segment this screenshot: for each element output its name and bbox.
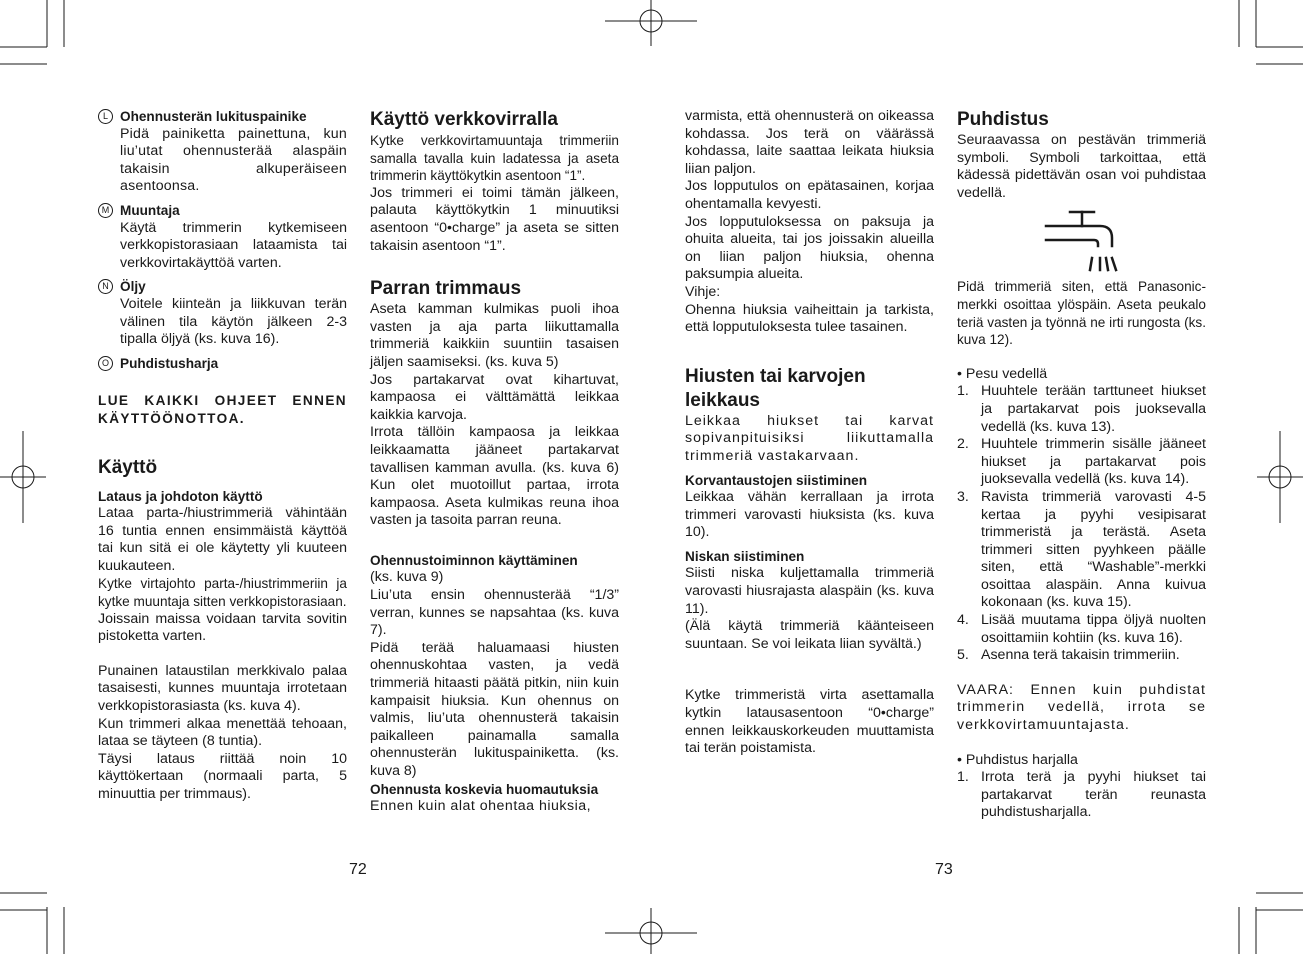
list-item-text: Lisää muutama tippa öljyä nuolten osoittamiin kohtiin (ks. kuva 16). xyxy=(981,612,1206,646)
marker-l: L xyxy=(98,109,113,124)
part-title: Ohennusterän lukituspainike xyxy=(120,109,307,124)
part-title: Puhdistusharja xyxy=(120,355,219,371)
faucet-with-water-icon xyxy=(1042,208,1122,274)
left-page-column-1 xyxy=(98,108,347,804)
sub-heading: Ohennustoiminnon käyttäminen xyxy=(370,552,578,568)
paragraph: Liu’uta ensin ohennusterää “1/3” verran, kunnes se napsahtaa (ks. kuva 7). xyxy=(370,587,619,639)
list-item xyxy=(957,489,1206,612)
list-item-number: 2. xyxy=(957,436,969,453)
paragraph: Ennen kuin alat ohentaa hiuksia, xyxy=(370,798,592,815)
list-item xyxy=(957,647,1206,665)
section-heading: Käyttö verkkovirralla xyxy=(370,109,558,130)
numbered-list xyxy=(957,769,1206,822)
tip-label: Vihje: xyxy=(685,283,721,300)
section-heading: Hiusten tai karvojen leikkaus xyxy=(685,365,866,411)
list-item-number: 3. xyxy=(957,488,969,505)
list-item xyxy=(957,436,1206,489)
list-item-text: Irrota terä ja pyyhi hiukset tai partakarvat terän reunasta puhdistusharjalla. xyxy=(981,769,1206,821)
section-heading: Parran trimmaus xyxy=(370,278,522,300)
list-item xyxy=(957,769,1206,822)
paragraph: (ks. kuva 9) xyxy=(370,569,444,586)
right-page-column-4 xyxy=(957,108,1206,822)
marker-n: N xyxy=(98,279,113,294)
part-item-n xyxy=(98,278,347,348)
sub-heading: Ohennusta koskevia huomautuksia xyxy=(370,781,599,797)
list-item-number: 1. xyxy=(957,383,969,400)
marker-m: M xyxy=(98,203,113,218)
part-title: Öljy xyxy=(120,279,146,295)
list-item-text: Asenna terä takaisin trimmeriin. xyxy=(981,647,1180,664)
paragraph: Kytke trimmeristä virta asettamalla kytkin latausasentoon “0•charge” ennen leikkauskorkeuden muuttamista tai terän poistamista. xyxy=(685,687,934,757)
paragraph: Ohenna hiuksia vaiheittain ja tarkista, että lopputuloksesta tulee tasainen. xyxy=(685,301,934,336)
paragraph: Lataa parta-/hiustrimmeriä vähintään 16 tuntia ennen ensimmäistä käyttöä tai kun sitä ei ole käytetty yli kuuteen kuukauteen. xyxy=(98,505,347,574)
list-item-text: Huuhtele terään tarttuneet hiukset ja partakarvat pois juoksevalla vedellä (ks. kuva 13). xyxy=(981,383,1206,435)
page-number-left: 72 xyxy=(349,861,367,878)
paragraph: Leikkaa vähän kerrallaan ja irrota trimmeri varovasti hiuksista (ks. kuva 10). xyxy=(685,489,934,541)
paragraph: Jos lopputuloksessa on paksuja ja ohuita alueita, tai jos joissakin alueilla on liian paljon hiuksia, ohenna paksumpia alueita. xyxy=(685,213,934,283)
paragraph: Siisti niska kuljettamalla trimmeriä varovasti hiusrajasta alaspäin (ks. kuva 11). xyxy=(685,565,934,617)
list-item-number: 1. xyxy=(957,769,969,786)
section-heading: Käyttö xyxy=(98,456,158,478)
paragraph: Pidä terää haluamaasi hiusten ohennuskohtaa vasten, ja vedä trimmeriä hitaasti päätä pitkin, niin kuin kampaisit hiuksia. Kun ohennus on valmis, liu’uta ohennusterä takaisin paikalleen painamalla samalla ohennusterän lukituspainiketta. (ks. kuva 8) xyxy=(370,639,619,779)
list-item-number: 5. xyxy=(957,647,969,664)
part-item-l xyxy=(98,108,347,196)
paragraph: Joissain maissa voidaan tarvita sovitin pistoketta varten. xyxy=(98,610,347,645)
paragraph: Jos partakarvat ovat kihartuvat, kampaosa ei välttämättä leikkaa kaikkia karvoja. xyxy=(370,371,619,423)
paragraph: Jos lopputulos on epätasainen, korjaa ohentamalla kevyesti. xyxy=(685,178,934,212)
list-item-text: Ravista trimmeriä varovasti 4-5 kertaa ja pyyhi vesipisarat trimmeristä ja terästä. Aseta trimmeri sitten pyyhkeen päälle siten, että “Washable”-merkki osoittaa alaspäin. Anna kuivua kokonaan (ks. kuva 15). xyxy=(981,488,1206,611)
list-item xyxy=(957,383,1206,436)
paragraph: Irrota tällöin kampaosa ja leikkaa leikkaamatta jääneet partakarvat tavallisen kamman avulla. (ks. kuva 6) Kun olet muotoillut partaa, irrota kampaosa. Aseta kulmikas reuna ihoa vasten ja tasoita parran reuna. xyxy=(370,424,619,529)
sub-heading: Korvantaustojen siistiminen xyxy=(685,472,868,488)
bullet-heading: • Pesu vedellä xyxy=(957,365,1048,382)
part-title: Muuntaja xyxy=(120,202,180,218)
list-item xyxy=(957,612,1206,647)
sub-heading: Lataus ja johdoton käyttö xyxy=(98,488,263,504)
part-description: Pidä painiketta painettuna, kun liu’utat ohennusterää alaspäin takaisin alkuperäiseen asentoonsa. xyxy=(120,125,347,195)
bullet-heading: • Puhdistus harjalla xyxy=(957,751,1078,768)
right-page-column-3 xyxy=(685,108,934,758)
paragraph: varmista, että ohennusterä on oikeassa kohdassa. Jos terä on väärässä kohdassa, laite saattaa leikata hiuksia liian paljon. xyxy=(685,108,934,177)
paragraph: Kun trimmeri alkaa menettää tehoaan, lataa se täyteen (8 tuntia). xyxy=(98,715,347,750)
danger-warning: VAARA: Ennen kuin puhdistat trimmerin vedellä, irrota se verkkovirtamuuntajasta. xyxy=(957,681,1206,734)
numbered-list xyxy=(957,383,1206,665)
paragraph: Leikkaa hiukset tai karvat sopivanpituisiksi liikuttamalla trimmeriä vastakarvaan. xyxy=(685,412,934,464)
sub-heading: Niskan siistiminen xyxy=(685,548,805,564)
section-heading: Puhdistus xyxy=(957,109,1049,130)
marker-o: O xyxy=(98,356,113,371)
list-item-number: 4. xyxy=(957,612,969,629)
page-number-right: 73 xyxy=(935,861,953,878)
paragraph: Pidä trimmeriä siten, että Panasonic-merkki osoittaa ylöspäin. Aseta peukalo teriä vasten ja työnnä ne irti rungosta (ks. kuva 12). xyxy=(957,279,1206,348)
paragraph: Kytke virtajohto parta-/hiustrimmeriin ja kytke muuntaja sitten verkkopistorasiaan. xyxy=(98,576,347,610)
paragraph: Aseta kamman kulmikas puoli ihoa vasten ja aja parta liikuttamalla trimmeriä kaikkiin suuntiin tasaisen jäljen saamiseksi. (ks. kuva 5) xyxy=(370,301,619,370)
paragraph: Punainen lataustilan merkkivalo palaa tasaisesti, kunnes muuntaja irrotetaan verkkopistorasiasta (ks. kuva 4). xyxy=(98,662,347,715)
part-item-m xyxy=(98,202,347,272)
paragraph: Jos trimmeri ei toimi tämän jälkeen, palauta käyttökytkin 1 minuutiksi asentoon “0•charge” ja aseta se sitten takaisin asentoon “1”. xyxy=(370,184,619,254)
part-item-o xyxy=(98,355,347,373)
paragraph: Kytke verkkovirtamuuntaja trimmeriin samalla tavalla kuin ladatessa ja aseta trimmerin käyttökytkin asentoon “1”. xyxy=(370,133,619,184)
left-page-column-2 xyxy=(370,108,619,816)
paragraph: Seuraavassa on pestävän trimmeriä symboli. Symboli tarkoittaa, että kädessä pidettävän osan voi puhdistaa vedellä. xyxy=(957,132,1206,201)
part-description: Voitele kiinteän ja liikkuvan terän välinen tila käytön jälkeen 2-3 tipalla öljyä (ks. kuva 16). xyxy=(120,295,347,348)
list-item-text: Huuhtele trimmerin sisälle jääneet hiukset ja partakarvat pois juoksevalla vedellä (ks. kuva 14). xyxy=(981,436,1206,488)
paragraph: (Älä käytä trimmeriä käänteiseen suuntaan. Se voi leikata liian syvältä.) xyxy=(685,618,934,652)
read-instructions-warning: LUE KAIKKI OHJEET ENNEN KÄYTTÖÖNOTTOA. xyxy=(98,393,347,426)
paragraph: Täysi lataus riittää noin 10 käyttökertaan (normaali parta, 5 minuuttia per trimmaus). xyxy=(98,750,347,802)
part-description: Käytä trimmerin kytkemiseen verkkopistorasiaan lataamista tai verkkovirtakäyttöä varten. xyxy=(120,219,347,271)
